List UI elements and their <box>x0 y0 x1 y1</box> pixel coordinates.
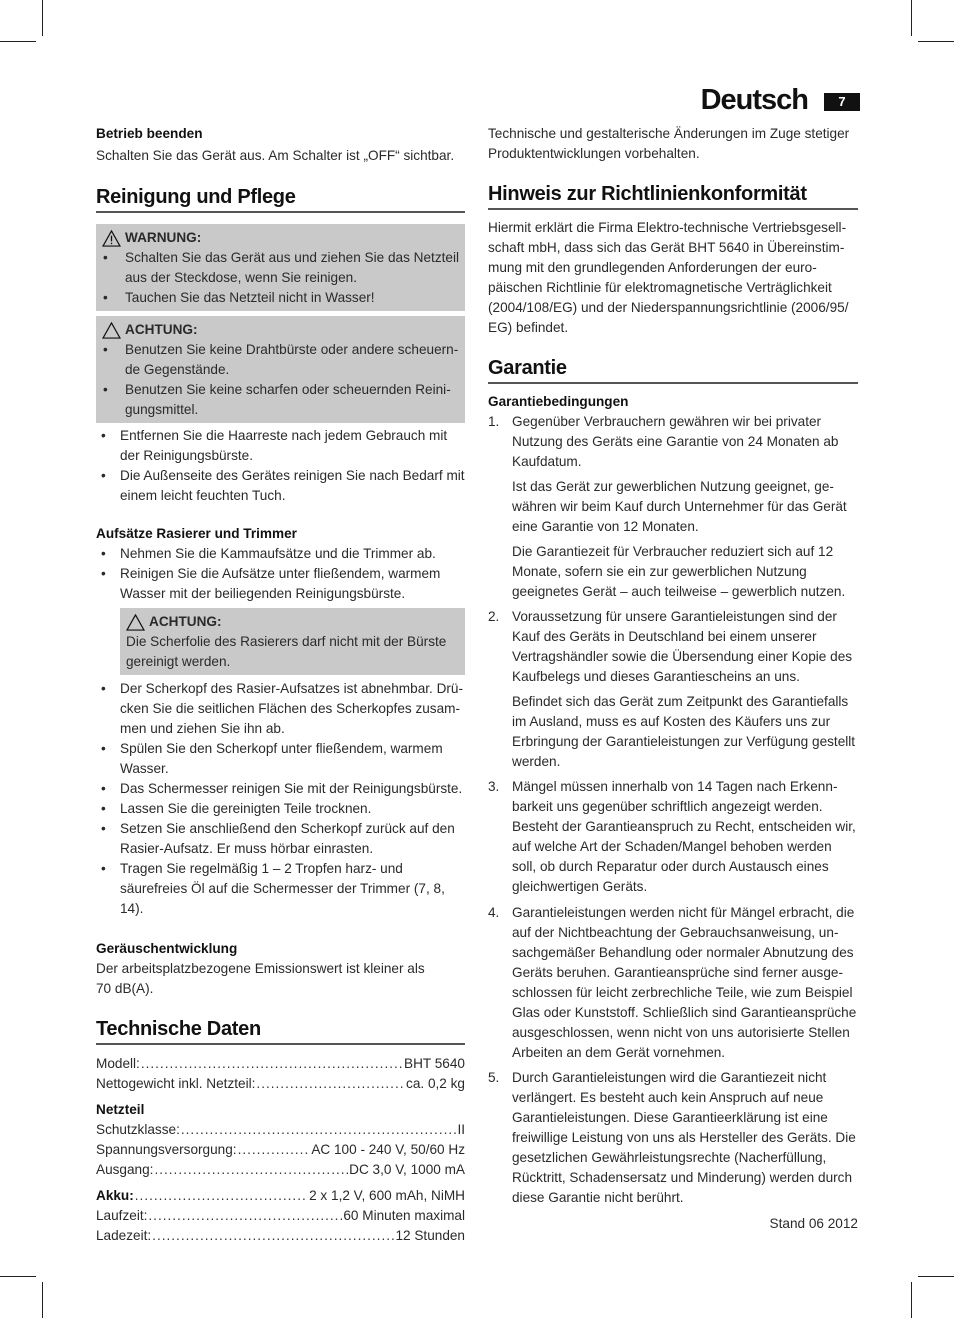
spec-value: DC 3,0 V, 1000 mA <box>349 1162 465 1177</box>
intro-text: Technische und gestalterische Änderungen im Zuge stetiger Produktentwicklungen vorbehalten. <box>488 126 850 161</box>
item-number: 2. <box>488 609 500 624</box>
spec-row <box>96 1206 465 1226</box>
betrieb-text: Schalten Sie das Gerät aus. Am Schalter ist „OFF“ sichtbar. <box>96 148 455 163</box>
list-item: • Schalten Sie das Gerät aus und ziehen Sie das Netzteil aus der Steckdose, wenn Sie reinigen. <box>96 248 465 288</box>
dot-leader <box>135 1186 308 1206</box>
achtung-label: ACHTUNG: <box>149 614 222 629</box>
spec-row <box>96 1054 465 1074</box>
reinigung-list <box>96 426 465 506</box>
crop-mark <box>42 1282 43 1318</box>
specs-block-2 <box>96 1120 465 1180</box>
crop-mark <box>918 41 954 42</box>
achtung-label: ACHTUNG: <box>125 322 198 337</box>
list-item: • Spülen Sie den Scherkopf unter fließendem, warmem Wasser. <box>96 739 465 779</box>
dot-leader <box>141 1054 403 1074</box>
list-item: • Das Schermesser reinigen Sie mit der Reinigungsbürste. <box>96 779 465 799</box>
list-item: • Tauchen Sie das Netzteil nicht in Wasser! <box>96 288 465 308</box>
list-item: • Der Scherkopf des Rasier-Aufsatzes ist abnehmbar. Drücken Sie die seitlichen Flächen des Scherkopfes zusammen und ziehen Sie ihn ab. <box>96 679 465 739</box>
achtung-title <box>96 320 465 340</box>
dot-leader <box>148 1206 342 1226</box>
page-number: 7 <box>824 93 860 111</box>
akku-value: 2 x 1,2 V, 600 mAh, NiMH <box>309 1188 465 1203</box>
list-item <box>488 607 858 772</box>
list-item: • Tragen Sie regelmäßig 1 – 2 Tropfen harz- und säurefreies Öl auf die Schermesser der Trimmer (7, 8, 14). <box>96 859 465 919</box>
item-number: 5. <box>488 1070 500 1085</box>
dot-leader <box>181 1120 457 1140</box>
dot-leader <box>154 1160 348 1180</box>
geraeusch-text-2: 70 dB(A). <box>96 981 154 996</box>
geraeusch-text: Der arbeitsplatzbezogene Emissionswert ist kleiner als <box>96 961 425 976</box>
specs-block-1 <box>96 1054 465 1094</box>
stand-date: Stand 06 2012 <box>769 1216 858 1231</box>
spec-value: II <box>457 1122 465 1137</box>
spec-label: Spannungsversorgung: <box>96 1142 237 1157</box>
spec-label: Modell: <box>96 1056 140 1071</box>
item-paragraph: Ist das Gerät zur gewerblichen Nutzung geeignet, gewähren wir beim Kauf durch Unternehmer für das Gerät eine Garantie von 12 Monaten. <box>512 479 847 534</box>
spec-row <box>96 1074 465 1094</box>
warnung-label: WARNUNG: <box>125 230 202 245</box>
hinweis-text: Hiermit erklärt die Firma Elektro-technische Vertriebsgesellschaft mbH, dass sich das Gerät BHT 5640 in Übereinstimmung mit den grundlegenden Anforderungen der europäischen Richtlinie für elektromagnetische Verträglichkeit (2004/108/EG) und der Niederspannungsrichtlinie (2006/95/ EG) befindet. <box>488 220 849 335</box>
reinigung-heading: Reinigung und Pflege <box>96 187 465 213</box>
hinweis-heading: Hinweis zur Richtlinienkonformität <box>488 184 858 210</box>
garantie-heading: Garantie <box>488 358 858 384</box>
spec-row <box>96 1120 465 1140</box>
warning-triangle-icon <box>102 230 121 247</box>
crop-mark <box>911 0 912 36</box>
list-item: • Benutzen Sie keine Drahtbürste oder andere scheuernde Gegenstände. <box>96 340 465 380</box>
achtung-box <box>96 316 465 423</box>
warning-triangle-icon <box>102 322 121 339</box>
spec-label: Ausgang: <box>96 1162 154 1177</box>
right-column <box>488 124 858 1234</box>
warnung-title <box>96 228 465 248</box>
item-number: 1. <box>488 414 500 429</box>
dot-leader <box>152 1226 394 1246</box>
crop-mark <box>918 1276 954 1277</box>
spec-label: Schutzklasse: <box>96 1122 180 1137</box>
list-item: • Setzen Sie anschließend den Scherkopf zurück auf den Rasier-Aufsatz. Er muss hörbar einrasten. <box>96 819 465 859</box>
aufsaetze-list <box>96 544 465 604</box>
language-title: Deutsch <box>700 84 808 116</box>
crop-mark <box>42 0 43 36</box>
item-paragraph: Die Garantiezeit für Verbraucher reduziert sich auf 12 Monate, sofern sie ein zur gewerblichen Nutzung geeignetes Gerät – auch teilweise – gewerblich nutzen. <box>512 544 846 599</box>
aufsaetze-list-2 <box>96 679 465 919</box>
achtung-list <box>96 340 465 420</box>
crop-mark <box>0 1276 36 1277</box>
item-number: 4. <box>488 905 500 920</box>
item-paragraph: Gegenüber Verbrauchern gewähren wir bei privater Nutzung des Geräts eine Garantie von 24 Monaten ab Kaufdatum. <box>512 414 839 469</box>
dot-leader <box>256 1074 405 1094</box>
left-column <box>96 124 465 1246</box>
list-item: • Lassen Sie die gereinigten Teile trocknen. <box>96 799 465 819</box>
spec-value: BHT 5640 <box>404 1056 465 1071</box>
spec-label: Laufzeit: <box>96 1208 148 1223</box>
technische-heading: Technische Daten <box>96 1019 465 1045</box>
betrieb-title: Betrieb beenden <box>96 126 203 141</box>
list-item: • Die Außenseite des Gerätes reinigen Sie nach Bedarf mit einem leicht feuchten Tuch. <box>96 466 465 506</box>
warnung-list <box>96 248 465 308</box>
achtung-title <box>120 612 465 632</box>
warning-triangle-icon <box>126 614 145 631</box>
list-item: • Benutzen Sie keine scharfen oder scheuernden Reinigungsmittel. <box>96 380 465 420</box>
list-item <box>488 777 858 897</box>
list-item: • Nehmen Sie die Kammaufsätze und die Trimmer ab. <box>96 544 465 564</box>
spec-label: Nettogewicht inkl. Netzteil: <box>96 1076 256 1091</box>
spec-row <box>96 1226 465 1246</box>
garantie-list <box>488 412 858 1208</box>
item-paragraph: Mängel müssen innerhalb von 14 Tagen nach Erkennbarkeit uns gegenüber schriftlich angezeigt werden. Besteht der Garantieanspruch zu Recht, entscheiden wir, auf welche Art der Schaden/Mangel behoben werden soll, ob durch Reparatur oder durch Austausch eines gleichwertigen Geräts. <box>512 779 856 894</box>
item-paragraph: Voraussetzung für unsere Garantieleistungen sind der Kauf des Geräts in Deutschland bei einem unserer Vertragshändler sowie die Übersendung einer Kopie des Kaufbelegs und dieses Garantiescheins an uns. <box>512 609 853 684</box>
spec-value: 12 Stunden <box>395 1228 465 1243</box>
spec-row <box>96 1160 465 1180</box>
aufsaetze-title: Aufsätze Rasierer und Trimmer <box>96 526 297 541</box>
list-item <box>488 903 858 1063</box>
list-item: • Reinigen Sie die Aufsätze unter fließendem, warmem Wasser mit der beiliegenden Reinigungsbürste. <box>96 564 465 604</box>
akku-label: Akku: <box>96 1188 134 1203</box>
spec-value: ca. 0,2 kg <box>406 1076 465 1091</box>
netzteil-title: Netzteil <box>96 1102 145 1117</box>
item-paragraph: Garantieleistungen werden nicht für Mängel erbracht, die auf der Nichtbeachtung der Gebrauchsanweisung, unsachgemäßer Behandlung oder normaler Abnutzung des Geräts beruhen. Garantieansprüche sind ferner ausgeschlossen für leicht zerbrechliche Teile, wie zum Beispiel Glas oder Kunststoff. Schließlich sind Garantieansprüche ausgeschlossen, wenn nicht von uns autorisierte Stellen Arbeiten an dem Gerät vornehmen. <box>512 905 857 1060</box>
specs-block-3 <box>96 1186 465 1246</box>
item-paragraph: Befindet sich das Gerät zum Zeitpunkt des Garantiefalls im Ausland, muss es auf Kosten des Käufers uns zur Erbringung der Garantieleistungen zur Verfügung gestellt werden. <box>512 694 856 769</box>
spec-label: Ladezeit: <box>96 1228 152 1243</box>
achtung-text: Die Scherfolie des Rasierers darf nicht mit der Bürste gereinigt werden. <box>126 634 447 669</box>
page-header <box>700 84 860 120</box>
crop-mark <box>0 41 36 42</box>
list-item <box>488 1068 858 1208</box>
spec-row <box>96 1140 465 1160</box>
list-item: • Entfernen Sie die Haarreste nach jedem Gebrauch mit der Reinigungsbürste. <box>96 426 465 466</box>
achtung-box-scherfolie <box>120 608 465 675</box>
warnung-box <box>96 224 465 311</box>
dot-leader <box>238 1140 311 1160</box>
spec-row-akku <box>96 1186 465 1206</box>
garantie-title: Garantiebedingungen <box>488 394 629 409</box>
spec-value: AC 100 - 240 V, 50/60 Hz <box>311 1142 465 1157</box>
item-number: 3. <box>488 779 500 794</box>
crop-mark <box>911 1282 912 1318</box>
list-item <box>488 412 858 602</box>
geraeusch-title: Geräuschentwicklung <box>96 941 238 956</box>
spec-value: 60 Minuten maximal <box>343 1208 465 1223</box>
item-paragraph: Durch Garantieleistungen wird die Garantiezeit nicht verlängert. Es besteht auch kein Anspruch auf neue Garantieleistungen. Diese Garantieerklärung ist eine freiwillige Leistung von uns als Hersteller des Geräts. Die gesetzlichen Gewährleistungsrechte (Nacherfüllung, Rücktritt, Schadensersatz und Minderung) werden durch diese Garantie nicht berührt. <box>512 1070 856 1205</box>
